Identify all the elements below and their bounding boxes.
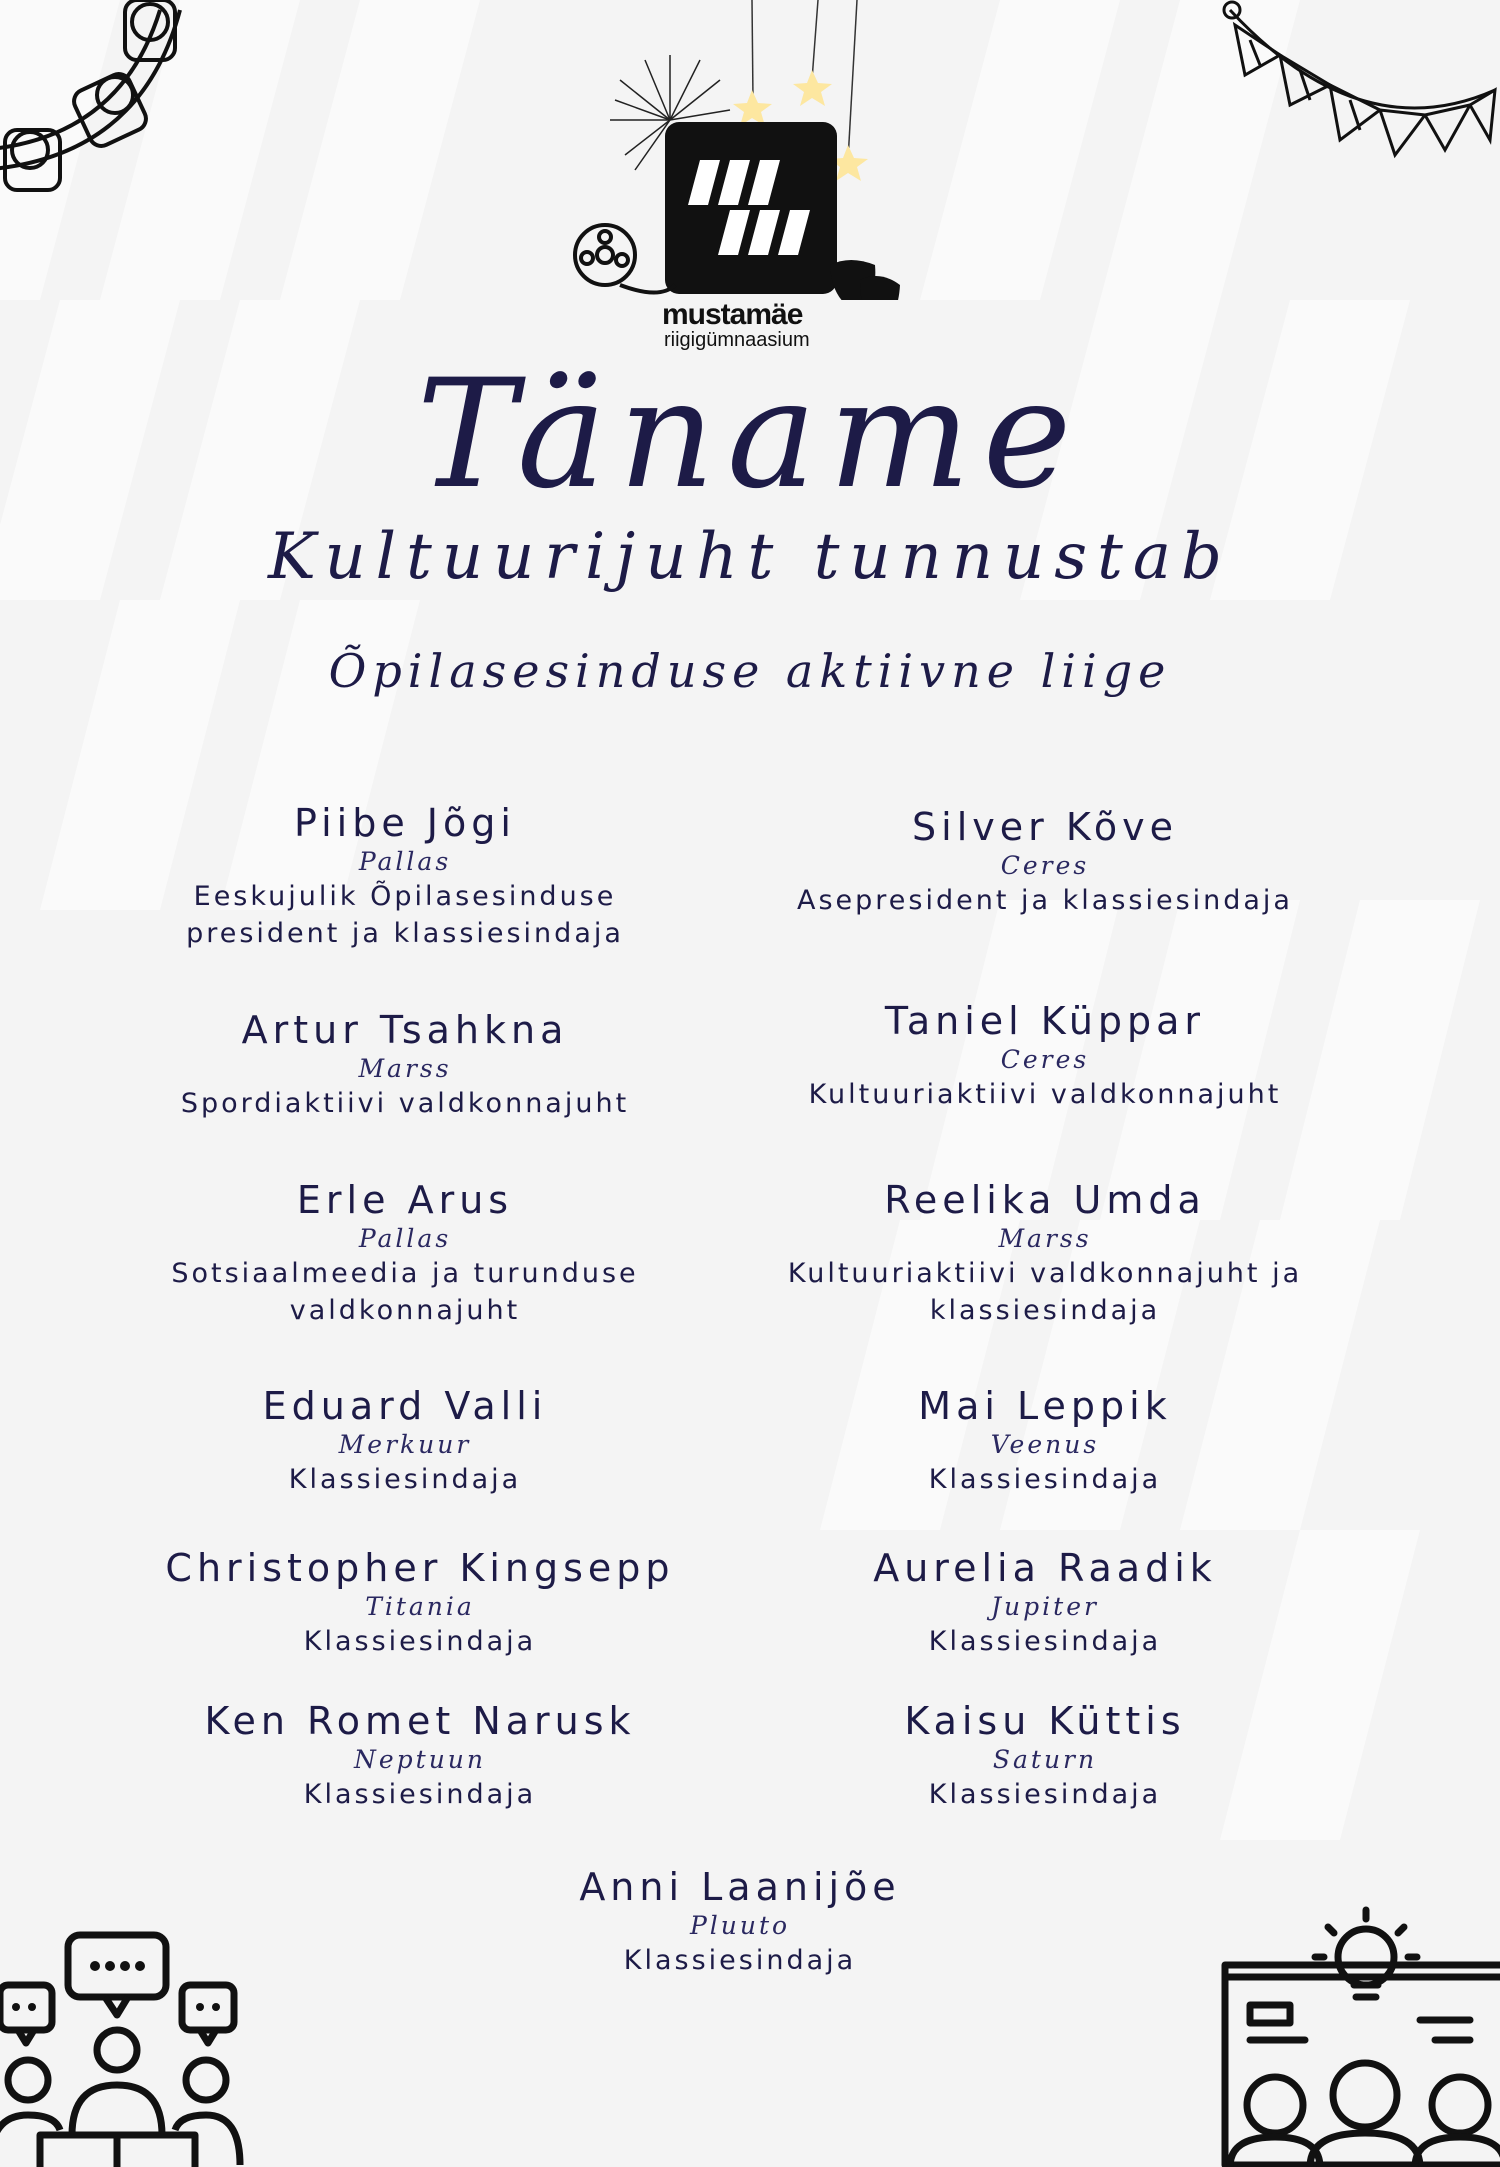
page-title: Täname [416,348,1084,522]
person-role: Sotsiaalmeedia ja turunduse valdkonnajuht [171,1258,639,1326]
person-house: Ceres [1000,1045,1090,1074]
person-role: Kultuuriaktiivi valdkonnajuht [808,1079,1282,1110]
person-role: Kultuuriaktiivi valdkonnajuht ja klassiesindaja [787,1258,1303,1326]
person-house: Veenus [990,1430,1100,1459]
person-name: Ken Romet Narusk [204,1699,636,1743]
person-role: Klassiesindaja [623,1945,857,1976]
person-house: Pallas [358,847,452,876]
person-name: Anni Laanijõe [579,1865,901,1909]
person-role: Eeskujulik Õpilasesinduse president ja klassiesindaja [186,881,624,949]
person-role: Spordiaktiivi valdkonnajuht [180,1088,630,1119]
person-card [745,804,1345,919]
people-chatting-icon [0,1925,250,2167]
person-role: Klassiesindaja [928,1626,1162,1657]
person-house: Marss [358,1054,452,1083]
person-name: Erle Arus [296,1178,514,1222]
person-card [105,1698,735,1813]
person-house: Pallas [358,1224,452,1253]
person-name: Piibe Jõgi [294,801,516,845]
person-role: Klassiesindaja [303,1626,537,1657]
person-house: Jupiter [991,1592,1099,1621]
person-card [745,1545,1345,1660]
person-card [105,1383,705,1498]
person-name: Kaisu Küttis [904,1699,1186,1743]
person-name: Aurelia Raadik [873,1546,1217,1590]
person-role: Klassiesindaja [288,1464,522,1495]
person-name: Reelika Umda [884,1178,1206,1222]
person-name: Mai Leppik [918,1384,1172,1428]
person-role: Klassiesindaja [928,1464,1162,1495]
person-house: Ceres [1000,851,1090,880]
person-card [745,998,1345,1113]
person-card [440,1864,1040,1979]
person-card [105,800,705,952]
school-logo [560,0,960,300]
person-name: Taniel Küppar [884,999,1206,1043]
person-card [745,1383,1345,1498]
person-role: Asepresident ja klassiesindaja [797,885,1293,916]
person-house: Neptuun [353,1745,487,1774]
presentation-idea-icon [1220,1905,1500,2167]
person-card [745,1177,1345,1329]
role-heading: Õpilasesinduse aktiivne liige [328,644,1172,698]
person-house: Pluuto [689,1911,791,1940]
page-subtitle: Kultuurijuht tunnustab [268,520,1232,594]
person-role: Klassiesindaja [928,1779,1162,1810]
person-house: Marss [998,1224,1092,1253]
person-role: Klassiesindaja [303,1779,537,1810]
logo-subtitle: riigigümnaasium [664,329,810,351]
person-house: Titania [365,1592,475,1621]
person-card [105,1545,735,1660]
person-card [105,1007,705,1122]
person-card [105,1177,705,1329]
person-name: Eduard Valli [262,1384,548,1428]
person-name: Silver Kõve [912,805,1178,849]
people-around-table-icon [0,0,200,210]
person-card [745,1698,1345,1813]
logo-wordmark: mustamäe [662,298,803,331]
person-house: Saturn [992,1745,1098,1774]
person-house: Merkuur [338,1430,472,1459]
person-name: Artur Tsahkna [241,1008,569,1052]
person-name: Christopher Kingsepp [165,1546,675,1590]
bunting-flags-icon [1220,0,1500,170]
